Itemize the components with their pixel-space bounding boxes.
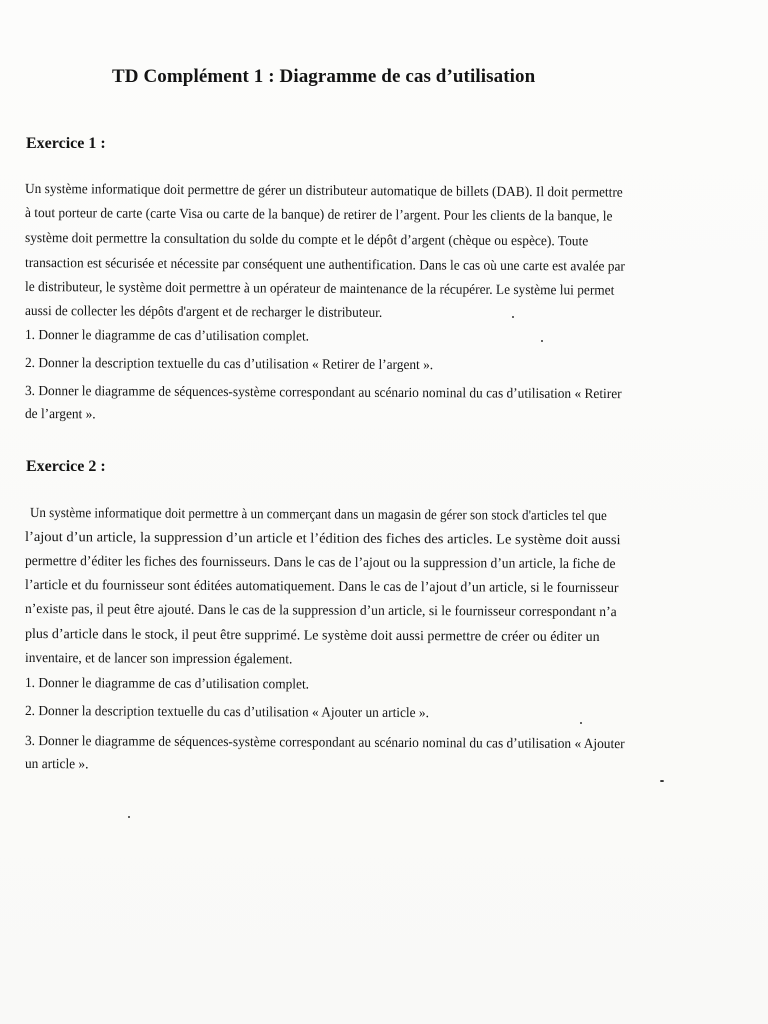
exercise-1-question-1: 1. Donner le diagramme de cas d’utilisation complet. bbox=[24, 328, 310, 345]
exercise-1-paragraph-line: le distributeur, le système doit permettre à un opérateur de maintenance de la récupérer. Le système lui permet bbox=[24, 280, 615, 299]
exercise-2-paragraph-line: permettre d’éditer les fiches des fournisseurs. Dans le cas de l’ajout ou la suppression d’un article, la fiche de bbox=[24, 554, 616, 573]
scan-speck bbox=[660, 780, 664, 782]
exercise-2-paragraph-line: n’existe pas, il peut être ajouté. Dans le cas de la suppression d’un article, si le fournisseur correspondant n’a bbox=[24, 602, 617, 621]
exercise-1-paragraph-line: Un système informatique doit permettre de gérer un distributeur automatique de billets (DAB). Il doit permettre bbox=[24, 182, 623, 201]
exercise-1-question-2: 2. Donner la description textuelle du cas d’utilisation « Retirer de l’argent ». bbox=[24, 356, 434, 374]
scan-speck bbox=[512, 316, 514, 318]
scan-speck bbox=[580, 722, 582, 724]
exercise-2-paragraph-line: inventaire, et de lancer son impression également. bbox=[24, 651, 293, 668]
exercise-2-question-3: 3. Donner le diagramme de séquences-système correspondant au scénario nominal du cas d’utilisation « Ajouter bbox=[24, 734, 625, 753]
page-title: TD Complément 1 : Diagramme de cas d’utilisation bbox=[112, 66, 536, 87]
exercise-2-question-3-continued: un article ». bbox=[24, 757, 89, 773]
exercise-1-paragraph-line: transaction est sécurisée et nécessite par conséquent une authentification. Dans le cas où une carte est avalée par bbox=[24, 256, 625, 275]
exercise-2-question-1: 1. Donner le diagramme de cas d’utilisation complet. bbox=[24, 676, 310, 693]
exercise-1-question-3-continued: de l’argent ». bbox=[24, 407, 96, 423]
exercise-2-paragraph-line: l’article et du fournisseur sont éditées automatiquement. Dans le cas de l’ajout d’un article, si le fournisseur bbox=[24, 578, 619, 597]
exercise-2-paragraph-line: l’ajout d’un article, la suppression d’un article et l’édition des fiches des articles. Le système doit aussi bbox=[24, 530, 621, 549]
exercise-2-paragraph-line: Un système informatique doit permettre à un commerçant dans un magasin de gérer son stock d'articles tel que bbox=[29, 506, 607, 525]
scan-speck bbox=[541, 340, 543, 342]
exercise-1-paragraph-line: système doit permettre la consultation du solde du compte et le dépôt d’argent (chèque ou espèce). Toute bbox=[24, 231, 589, 250]
scan-speck bbox=[128, 816, 130, 818]
exercise-1-question-3: 3. Donner le diagramme de séquences-système correspondant au scénario nominal du cas d’utilisation « Retirer bbox=[24, 384, 622, 403]
exercise-2-question-2: 2. Donner la description textuelle du cas d’utilisation « Ajouter un article ». bbox=[24, 704, 430, 722]
exercise-1-heading: Exercice 1 : bbox=[26, 135, 106, 152]
exercise-2-paragraph-line: plus d’article dans le stock, il peut être supprimé. Le système doit aussi permettre de créer ou éditer un bbox=[24, 627, 600, 646]
exercise-1-paragraph-line: à tout porteur de carte (carte Visa ou carte de la banque) de retirer de l’argent. Pour les clients de la banque, le bbox=[24, 206, 613, 225]
exercise-2-heading: Exercice 2 : bbox=[26, 458, 106, 475]
exercise-1-paragraph-line: aussi de collecter les dépôts d'argent et de recharger le distributeur. bbox=[24, 304, 383, 321]
